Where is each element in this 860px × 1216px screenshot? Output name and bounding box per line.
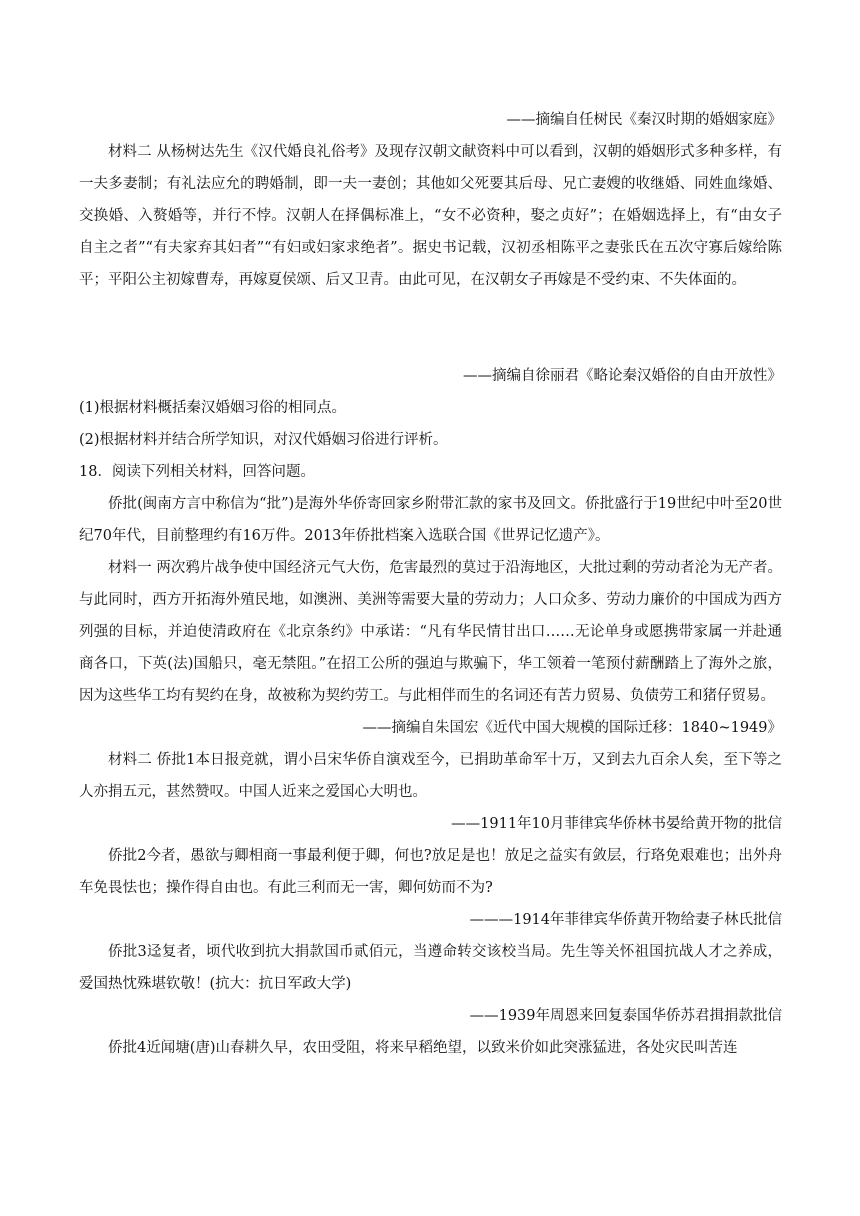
letter-paragraph: 侨批4近闻塘(唐)山春耕久早，农田受阻，将来早稻绝望，以致米价如此突涨猛进，各处灾民叫苦连 bbox=[108, 1040, 738, 1056]
source-citation: ——摘编自朱国宏《近代中国大规模的国际迁移：1840~1949》 bbox=[362, 720, 782, 736]
material-paragraph: 材料一 两次鸦片战争使中国经济元气大伤，危害最烈的莫过于沿海地区，大批过剩的劳动者沦为无产者。与此同时，西方开拓海外殖民地，如澳洲、美洲等需要大量的劳动力；人口众多、劳动力廉价的中国成为西方列强的目标，并迫使清政府在《北京条约》中承诺：“凡有华民情甘出口……无论单身或愿携带家属一并赴通商各口，下英(法)国船只，毫无禁阻。”在招工公所的强迫与欺骗下，华工领着一笔预付薪酬踏上了海外之旅，因为这些华工均有契约在身，故被称为契约劳工。与此相伴而生的名词还有苦力贸易、负债劳工和猪仔贸易。 bbox=[79, 560, 782, 704]
source-citation: ———1914年菲律宾华侨黄开物给妻子林氏批信 bbox=[469, 912, 782, 928]
document-page bbox=[79, 104, 782, 1064]
intro-paragraph: 侨批(闽南方言中称信为“批”)是海外华侨寄回家乡附带汇款的家书及回文。侨批盛行于19世纪中叶至20世纪70年代，目前整理约有16万件。2013年侨批档案入选联合国《世界记忆遗产》。 bbox=[79, 496, 782, 544]
question-item: (2)根据材料并结合所学知识，对汉代婚姻习俗进行评析。 bbox=[79, 432, 448, 448]
source-citation: ——摘编自任树民《秦汉时期的婚姻家庭》 bbox=[506, 112, 782, 128]
material-paragraph: 材料二 从杨树达先生《汉代婚良礼俗考》及现存汉朝文献资料中可以看到，汉朝的婚姻形式多种多样，有一夫多妻制；有礼法应允的聘婚制，即一夫一妻创；其他如父死要其后母、兄亡妻嫂的收继婚、同姓血缘婚、交换婚、入赘婚等，并行不悖。汉朝人在择偶标准上，“女不必资种，娶之贞好”；在婚姻选择上，有“由女子自主之者”“有夫家弃其妇者”“有妇或妇家求绝者”。据史书记载，汉初丞相陈平之妻张氏在五次守寡后嫁给陈平；平阳公主初嫁曹寿，再嫁夏侯颂、后又卫青。由此可见，在汉朝女子再嫁是不受约束、不失体面的。 bbox=[79, 144, 782, 288]
letter-paragraph: 侨批3迳复者，顷代收到抗大捐款国币贰佰元，当遵命转交该校当局。先生等关怀祖国抗战人才之养成，爱国热忱殊堪钦敬！(抗大：抗日军政大学) bbox=[79, 944, 782, 992]
source-citation: ——1911年10月菲律宾华侨林书晏给黄开物的批信 bbox=[451, 816, 782, 832]
question-item: (1)根据材料概括秦汉婚姻习俗的相同点。 bbox=[79, 400, 347, 416]
letter-paragraph: 侨批2今者，愚欲与卿相商一事最利便于卿，何也?放足是也！放足之益实有敛层，行珞免艰难也；出外舟车免畏怯也；操作得自由也。有此三利而无一害，卿何妨而不为? bbox=[79, 848, 782, 896]
source-citation: ——摘编自徐丽君《略论秦汉婚俗的自由开放性》 bbox=[463, 368, 782, 384]
source-citation: ——1939年周恩来回复泰国华侨苏君揖捐款批信 bbox=[469, 1008, 782, 1024]
question-heading: 18．阅读下列相关材料，回答问题。 bbox=[79, 464, 315, 480]
letter-paragraph: 材料二 侨批1本日报竞就，谓小吕宋华侨自演戏至今，已捐助革命军十万，又到去九百余人矣，至下等之人亦捐五元，甚然赞叹。中国人近来之爱国心大明也。 bbox=[79, 752, 782, 800]
